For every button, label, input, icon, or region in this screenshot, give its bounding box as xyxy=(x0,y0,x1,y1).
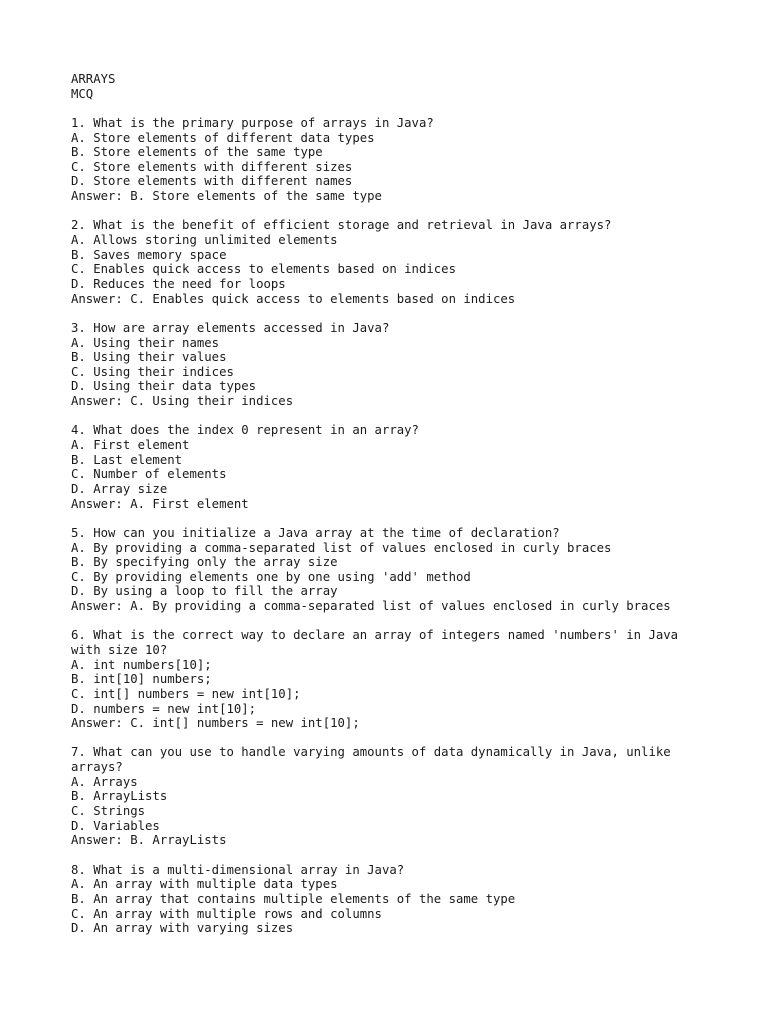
answer-option: C. Store elements with different sizes xyxy=(71,159,353,174)
answer-option: D. numbers = new int[10]; xyxy=(71,701,257,716)
answer-option: B. Last element xyxy=(71,452,183,467)
answer-option: D. Variables xyxy=(71,818,160,833)
answer-option: B. int[10] numbers; xyxy=(71,672,212,687)
question-text: 6. What is the correct way to declare an array of integers named 'numbers' in Java xyxy=(71,628,679,643)
question-text: 3. How are array elements accessed in Java? xyxy=(71,320,390,335)
answer-option: A. Store elements of different data types xyxy=(71,130,375,145)
question-text: 5. How can you initialize a Java array at the time of declaration? xyxy=(71,525,560,540)
answer-option: D. Store elements with different names xyxy=(71,174,353,189)
answer-key: Answer: B. Store elements of the same type xyxy=(71,189,382,204)
answer-option: A. Arrays xyxy=(71,774,138,789)
question-block xyxy=(71,321,711,409)
document-subtitle: MCQ xyxy=(71,86,94,101)
question-text: 4. What does the index 0 represent in an array? xyxy=(71,423,419,438)
document-content xyxy=(71,72,711,936)
question-text: arrays? xyxy=(71,760,123,775)
question-block xyxy=(71,863,711,936)
question-block xyxy=(71,218,711,306)
answer-option: B. Using their values xyxy=(71,350,227,365)
document-title: ARRAYS xyxy=(71,72,116,86)
answer-option: C. By providing elements one by one using 'add' method xyxy=(71,569,471,584)
answer-key: Answer: C. Enables quick access to elements based on indices xyxy=(71,291,516,306)
answer-option: C. An array with multiple rows and columns xyxy=(71,906,382,921)
answer-option: B. ArrayLists xyxy=(71,789,168,804)
question-text: 7. What can you use to handle varying amounts of data dynamically in Java, unlike xyxy=(71,745,671,760)
answer-option: B. Saves memory space xyxy=(71,247,227,262)
question-text: with size 10? xyxy=(71,642,168,657)
answer-option: C. Using their indices xyxy=(71,364,234,379)
answer-key: Answer: A. First element xyxy=(71,496,249,511)
question-text: 2. What is the benefit of efficient storage and retrieval in Java arrays? xyxy=(71,218,612,233)
question-block xyxy=(71,423,711,511)
question-text: 8. What is a multi-dimensional array in Java? xyxy=(71,862,405,877)
answer-option: C. int[] numbers = new int[10]; xyxy=(71,686,301,701)
answer-option: D. Array size xyxy=(71,481,168,496)
answer-option: D. By using a loop to fill the array xyxy=(71,584,338,599)
answer-option: A. An array with multiple data types xyxy=(71,877,338,892)
answer-option: B. By specifying only the array size xyxy=(71,555,338,570)
answer-option: D. An array with varying sizes xyxy=(71,921,294,936)
answer-option: C. Enables quick access to elements based on indices xyxy=(71,262,456,277)
answer-key: Answer: C. int[] numbers = new int[10]; xyxy=(71,716,360,731)
answer-key: Answer: A. By providing a comma-separated list of values enclosed in curly braces xyxy=(71,599,671,614)
answer-option: D. Using their data types xyxy=(71,379,257,394)
answer-option: A. Allows storing unlimited elements xyxy=(71,233,338,248)
answer-option: D. Reduces the need for loops xyxy=(71,276,286,291)
answer-option: A. int numbers[10]; xyxy=(71,657,212,672)
answer-option: C. Number of elements xyxy=(71,467,227,482)
answer-option: A. By providing a comma-separated list of values enclosed in curly braces xyxy=(71,540,612,555)
answer-option: B. An array that contains multiple elements of the same type xyxy=(71,891,516,906)
answer-option: A. First element xyxy=(71,438,190,453)
answer-option: B. Store elements of the same type xyxy=(71,145,323,160)
question-block xyxy=(71,116,711,204)
answer-option: A. Using their names xyxy=(71,335,220,350)
question-block xyxy=(71,526,711,614)
question-text: 1. What is the primary purpose of arrays in Java? xyxy=(71,115,434,130)
question-block xyxy=(71,745,711,847)
answer-key: Answer: C. Using their indices xyxy=(71,394,294,409)
answer-key: Answer: B. ArrayLists xyxy=(71,833,227,848)
question-list xyxy=(71,116,711,936)
question-block xyxy=(71,628,711,730)
answer-option: C. Strings xyxy=(71,804,146,819)
